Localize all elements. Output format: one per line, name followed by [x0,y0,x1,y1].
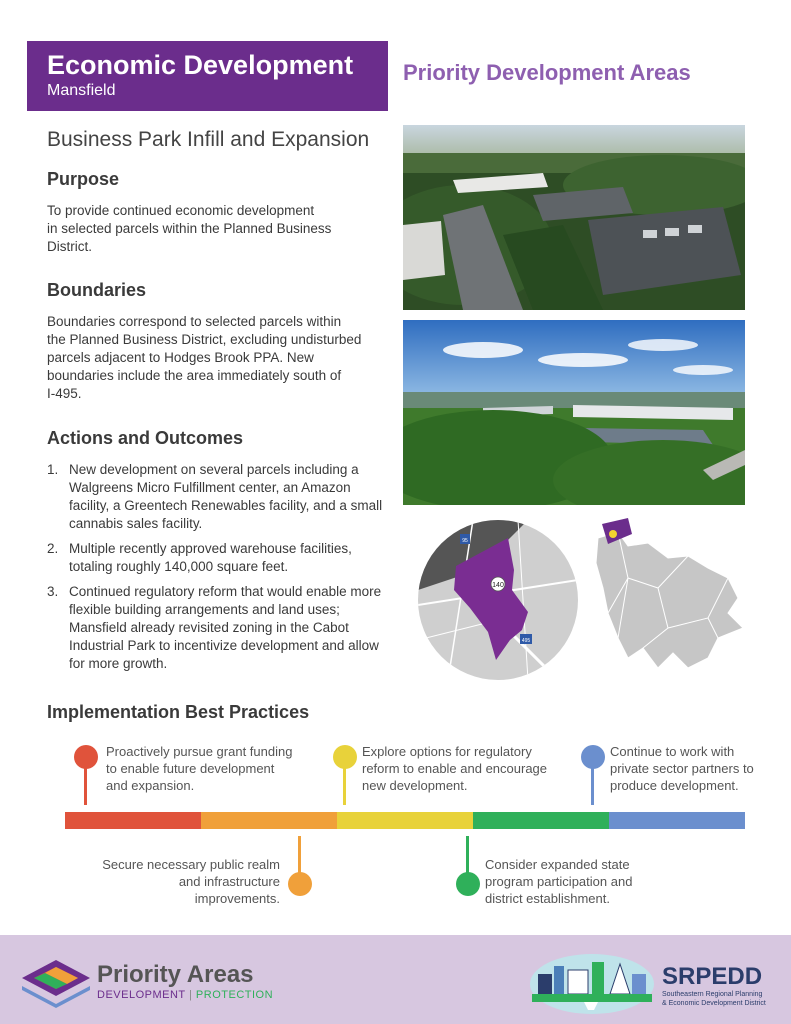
logo-development: DEVELOPMENT [97,989,186,1001]
actions-heading: Actions and Outcomes [47,428,244,448]
practice-pin-line [466,836,469,876]
logo-separator: | [189,989,193,1001]
locator-map [418,520,578,680]
route-495-label: 495 [521,638,531,644]
timeline-segment [201,812,337,829]
practice-pin-icon [456,872,480,896]
srpedd-logo [662,964,766,1008]
aerial-photo-business-park [403,125,745,310]
srpedd-name: SRPEDD [662,963,763,990]
page-title: Economic Development [47,50,354,80]
practice-state-program [485,856,632,907]
practice-line: new development. [362,778,468,793]
practice-line: district establishment. [485,891,610,906]
practice-pin-line [298,836,301,876]
boundaries-line: Boundaries correspond to selected parcels within [47,314,342,329]
regional-map [588,518,746,678]
timeline-segment [473,812,609,829]
timeline-segment [65,812,201,829]
route-140-label: 140 [492,582,504,589]
list-number: 2. [47,541,59,556]
practice-line: Explore options for regulatory [362,744,532,759]
priority-areas-logo [97,962,273,1002]
srpedd-illustration [528,944,656,1016]
practice-line: private sector partners to [610,761,754,776]
list-text: Continued regulatory reform that would enable more flexible building arrangements and land uses; Mansfield already revisited zoning in the Cabot Industrial Park to incentivize development and allow for more growth. [69,584,382,671]
section-title: Business Park Infill and Expansion [47,128,370,151]
priority-areas-title: Priority Development Areas [403,60,691,85]
header-band [27,41,388,111]
practice-grant-funding [106,743,292,794]
purpose-heading: Purpose [47,169,120,189]
list-item [47,540,392,576]
logo-title: Priority Areas [97,961,254,988]
list-item [47,461,392,533]
timeline-bar [65,812,745,829]
route-95-label: 95 [462,538,468,544]
practice-line: and infrastructure improvements. [178,874,280,906]
practice-line: program participation and [485,874,633,889]
srpedd-line-1: Southeastern Regional Planning [662,991,763,998]
boundaries-heading: Boundaries [47,280,147,300]
purpose-line: in selected parcels within the Planned Business [47,221,332,236]
boundaries-line: boundaries include the area immediately south of [47,368,342,383]
boundaries-text [47,313,361,403]
timeline-segment [609,812,745,829]
actions-list [47,461,392,680]
boundaries-line: parcels adjacent to Hodges Brook PPA. New [47,350,314,365]
purpose-line: To provide continued economic development [47,203,315,218]
boundaries-line: the Planned Business District, excluding undisturbed [47,332,362,347]
aerial-photo-industrial-area [403,320,745,505]
practice-public-realm [90,856,280,907]
practice-pin-line [84,765,87,805]
practice-regulatory-reform [362,743,547,794]
practice-pin-icon [288,872,312,896]
list-text: New development on several parcels including a Walgreens Micro Fulfillment center, an Amazon facility, a Greentech Renewables facility, and a small cannabis sales facility. [69,462,383,531]
implementation-heading: Implementation Best Practices [47,702,310,722]
practice-pin-line [591,765,594,805]
practice-line: Continue to work with [610,744,735,759]
purpose-line: District. [47,239,92,254]
logo-protection: PROTECTION [195,989,274,1001]
priority-areas-logo-icon [20,950,92,1008]
list-number: 1. [47,462,59,477]
practice-pin-line [343,765,346,805]
boundaries-line: I-495. [47,386,82,401]
practice-line: Proactively pursue grant funding [106,744,293,759]
list-item [47,583,392,673]
practice-line: to enable future development [106,761,275,776]
srpedd-line-2: & Economic Development District [662,1000,766,1007]
list-text: Multiple recently approved warehouse facilities, totaling roughly 140,000 square feet. [69,541,352,574]
practice-line: Consider expanded state [485,857,630,872]
practice-line: and expansion. [106,778,195,793]
page-subtitle: Mansfield [47,82,116,99]
practice-line: produce development. [610,778,739,793]
list-number: 3. [47,584,59,599]
timeline-segment [337,812,473,829]
practice-private-sector [610,743,754,794]
practice-line: Secure necessary public realm [102,857,280,872]
practice-line: reform to enable and encourage [362,761,548,776]
purpose-text [47,202,331,256]
logo-subtitle [97,988,273,1002]
